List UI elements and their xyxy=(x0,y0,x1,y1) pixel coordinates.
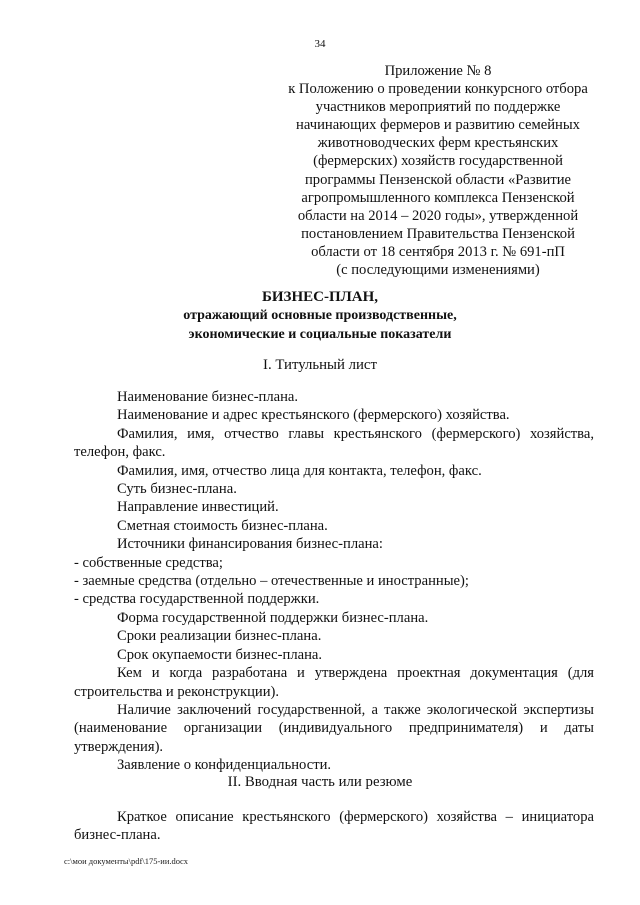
document-title xyxy=(0,288,640,344)
file-path-footer: c:\мои документы\pdf\175-ии.docx xyxy=(64,856,189,866)
list-item: - заемные средства (отдельно – отечественные и иностранные); xyxy=(74,573,469,590)
title-page-items xyxy=(74,388,594,775)
list-item: Кем и когда разработана и утверждена проектная документация (для строительства и реконструкции). xyxy=(74,665,594,700)
list-item: Источники финансирования бизнес-плана: xyxy=(117,536,383,553)
appendix-line: (с последующими изменениями) xyxy=(336,262,540,279)
appendix-line: области на 2014 – 2020 годы», утвержденной xyxy=(297,207,579,224)
list-item: - собственные средства; xyxy=(74,554,223,571)
title-subtitle-line: отражающий основные производственные, xyxy=(183,308,457,323)
summary-paragraph: Краткое описание крестьянского (фермерского) хозяйства – инициатора бизнес-плана. xyxy=(74,809,594,844)
list-item: Сроки реализации бизнес-плана. xyxy=(117,628,322,645)
list-item: Фамилия, имя, отчество главы крестьянского (фермерского) хозяйства, телефон, факс. xyxy=(74,425,594,461)
list-item: Наличие заключений государственной, а также экологической экспертизы (наименование организации (индивидуального предпринимателя) и даты утверждения). xyxy=(74,701,594,755)
page-number: 34 xyxy=(314,38,326,50)
appendix-line: программы Пензенской области «Развитие xyxy=(304,171,571,188)
list-item: Направление инвестиций. xyxy=(117,499,279,516)
summary-section xyxy=(74,808,594,845)
list-item: Форма государственной поддержки бизнес-плана. xyxy=(117,609,429,626)
list-item: Наименование бизнес-плана. xyxy=(117,389,299,405)
appendix-line: агропромышленного комплекса Пензенской xyxy=(301,189,575,206)
section-heading-summary: II. Вводная часть или резюме xyxy=(227,774,413,790)
appendix-line: Приложение № 8 xyxy=(384,63,492,79)
appendix-line: начинающих фермеров и развитию семейных xyxy=(296,117,580,134)
section-heading-title-page: I. Титульный лист xyxy=(263,357,377,373)
list-item: Суть бизнес-плана. xyxy=(117,481,237,498)
list-item: Фамилия, имя, отчество лица для контакта, телефон, факс. xyxy=(117,462,482,479)
appendix-line: участников мероприятий по поддержке xyxy=(315,99,561,116)
list-item: - средства государственной поддержки. xyxy=(74,591,320,608)
appendix-line: области от 18 сентября 2013 г. № 691-пП xyxy=(311,243,565,260)
list-item: Сметная стоимость бизнес-плана. xyxy=(117,517,328,534)
appendix-header xyxy=(268,62,608,279)
list-item: Наименование и адрес крестьянского (фермерского) хозяйства. xyxy=(117,407,510,424)
appendix-line: животноводческих ферм крестьянских xyxy=(317,135,559,152)
list-item: Заявление о конфиденциальности. xyxy=(117,757,332,774)
appendix-line: (фермерских) хозяйств государственной xyxy=(313,153,563,170)
list-item: Срок окупаемости бизнес-плана. xyxy=(117,646,323,663)
title-main: БИЗНЕС-ПЛАН, xyxy=(261,289,379,305)
appendix-line: постановлением Правительства Пензенской xyxy=(301,225,575,242)
appendix-line: к Положению о проведении конкурсного отбора xyxy=(288,81,588,98)
title-subtitle-line: экономические и социальные показатели xyxy=(188,326,452,342)
